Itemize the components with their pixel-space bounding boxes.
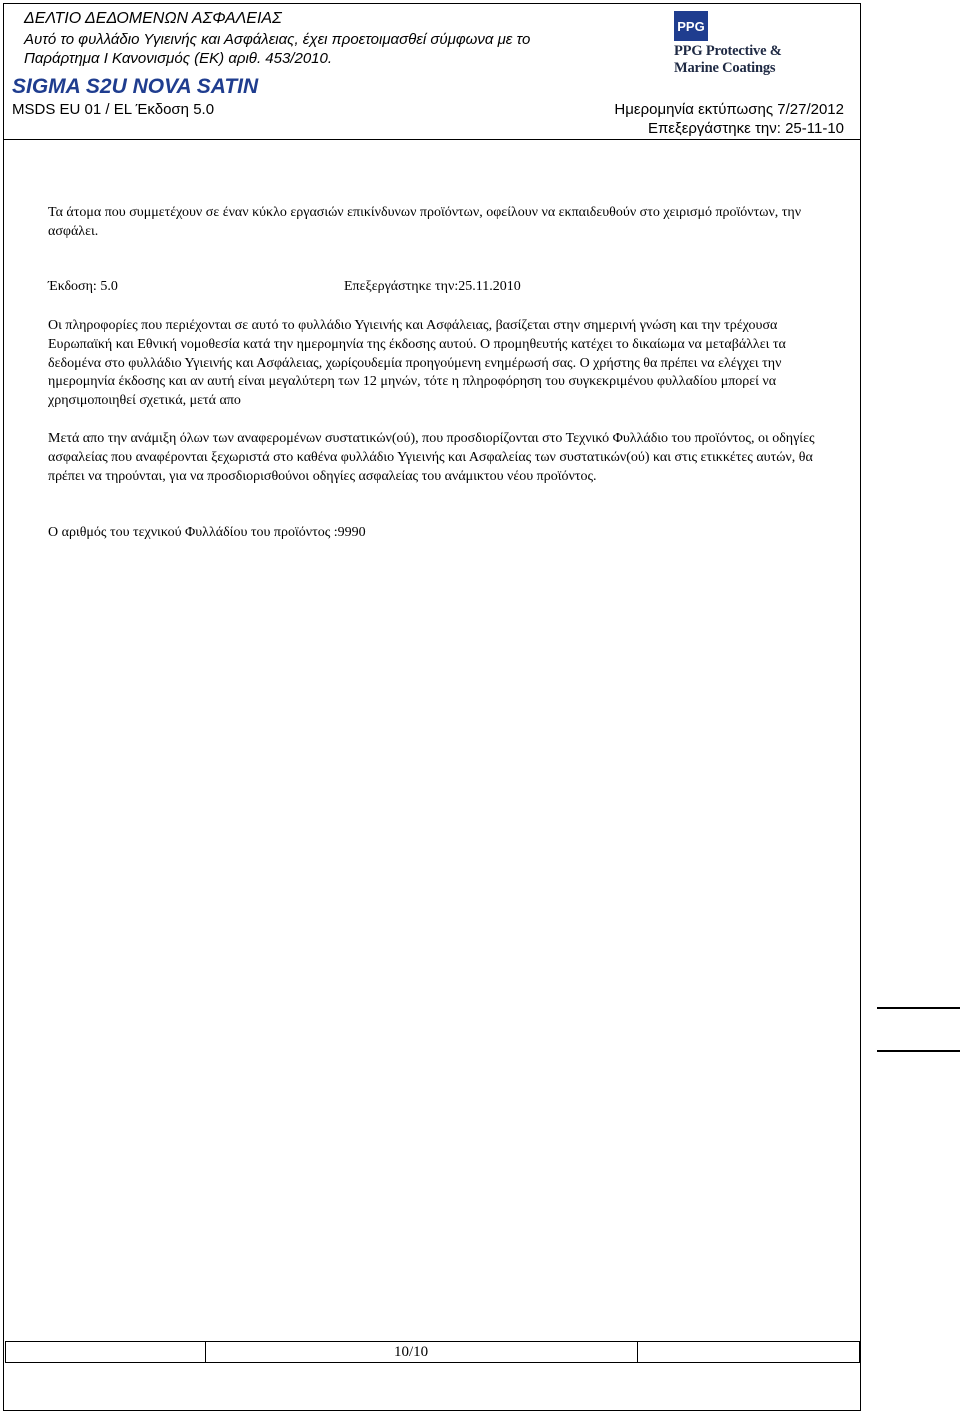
regulation-note-line2: Παράρτημα I Κανονισμός (ΕΚ) αριθ. 453/2010. xyxy=(24,50,333,67)
ppg-logo xyxy=(674,11,824,79)
margin-rule-upper xyxy=(877,1007,960,1009)
ppg-logo-mark-text: PPG xyxy=(677,19,705,34)
technical-sheet-number: Ο αριθμός του τεχνικού Φυλλάδίου του προϊόντος :9990 xyxy=(48,525,366,540)
print-date: Ημερομηνία εκτύπωσης 7/27/2012 xyxy=(614,101,844,118)
logo-text-line1: PPG Protective & xyxy=(674,43,782,59)
training-paragraph: Τα άτομα που συμμετέχουν σε έναν κύκλο εργασιών επικίνδυνων προϊόντων, οφείλουν να εκπαιδευθούν στο χειρισμό προϊόντων, την ασφάλει. xyxy=(48,205,802,239)
margin-rule-lower xyxy=(877,1050,960,1052)
revised-date: Επεξεργάστηκε την: 25-11-10 xyxy=(647,120,844,137)
footer-cell-left xyxy=(6,1342,206,1362)
version-label: Έκδοση: 5.0 xyxy=(48,279,118,294)
disclaimer-paragraph: Οι πληροφορίες που περιέχονται σε αυτό το φυλλάδιο Υγιεινής και Ασφάλειας, βασίζεται στην σημερινή γνώση και την τρέχουσα Ευρωπαϊκή και Εθνική νομοθεσία κατά την ημερομηνία της έκδοσης αυτού. Ο προμηθευτής κατέχει το δικαίωμα να μεταβάλλει τα δεδομένα στο φυλλάδιο Υγιεινής και Ασφάλειας, χωρίςουδεμία προηγούμενη ενημέρωσή σας. Ο χρήστης θα πρέπει να ελέγχει την ημερομηνία έκδοσης και αν αυτή είναι μεγαλύτερη των 12 μηνών, τότε η πληροφόρηση του συγκεκριμένου φυλλαδίου μπορεί να χρησιμοποιηθεί σχετικά, μετά απο xyxy=(48,318,786,409)
document-header xyxy=(4,4,860,140)
page-frame xyxy=(3,3,861,1411)
product-name: SIGMA S2U NOVA SATIN xyxy=(12,75,259,98)
page-number: 10/10 xyxy=(394,1344,429,1360)
page-footer xyxy=(5,1341,860,1363)
regulation-note-line1: Αυτό το φυλλάδιο Υγιεινής και Ασφάλειας, έχει προετοιμασθεί σύμφωνα με το xyxy=(24,31,531,48)
logo-text-line2: Marine Coatings xyxy=(674,60,776,76)
document-type-title: ΔΕΛΤΙΟ ΔΕΔΟΜΕΝΩΝ ΑΣΦΑΛΕΙΑΣ xyxy=(24,10,282,27)
revised-label: Επεξεργάστηκε την:25.11.2010 xyxy=(344,279,521,294)
ppg-logo-mark xyxy=(674,11,708,41)
footer-cell-divider xyxy=(637,1342,638,1362)
msds-reference: MSDS EU 01 / EL Έκδοση 5.0 xyxy=(12,101,215,118)
mixing-paragraph: Μετά απο την ανάμιξη όλων των αναφερομένων συστατικών(ού), που προσδιορίζονται στο Τεχνικό Φυλλάδιο του προϊόντος, οι οδηγίες ασφαλείας που αναφέρονται ξεχωριστά στο καθένα φυλλάδιο Υγιεινής και Ασφαλείας των συστατικών(ού) και στις ετικκέτες αυτών, θα πρέπει να τηρούνται, για να προσδιορισθούνοι οδηγίες ασφαλείας του ανάμικτου νέου προϊόντος. xyxy=(48,431,815,484)
